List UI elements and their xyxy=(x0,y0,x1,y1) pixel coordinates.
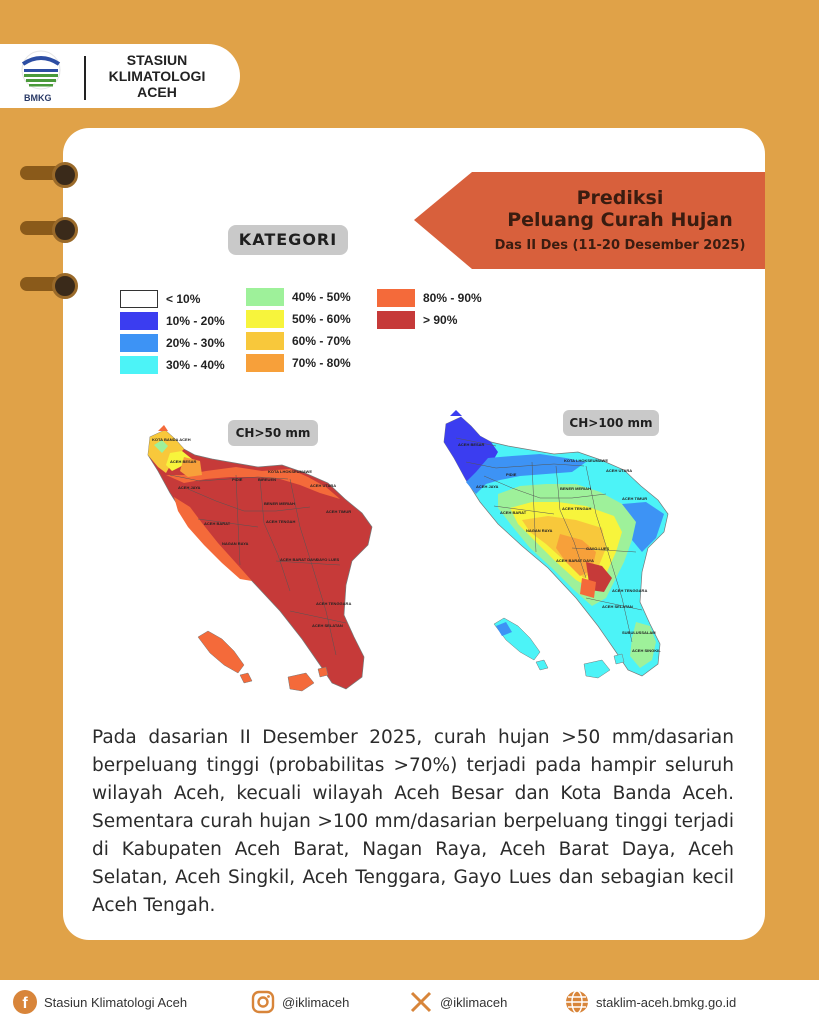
region-label: ACEH TENGAH xyxy=(562,506,592,511)
region-label: BIREUEN xyxy=(258,477,277,482)
region-label: ACEH BESAR xyxy=(170,459,197,464)
station-name xyxy=(92,52,222,100)
region-label: KOTA BANDA ACEH xyxy=(152,437,191,442)
header-divider xyxy=(84,56,86,100)
legend-swatch xyxy=(246,354,284,372)
x-icon xyxy=(408,989,434,1015)
station-line-3: ACEH xyxy=(137,84,177,100)
region-label: ACEH BARAT DAYA xyxy=(280,557,318,562)
binder-ring-3 xyxy=(20,277,76,291)
legend-swatch xyxy=(377,289,415,307)
region-label: BENER MERIAH xyxy=(264,501,295,506)
station-line-2: KLIMATOLOGI xyxy=(108,68,206,84)
banner-line-1: Prediksi xyxy=(576,187,664,209)
banner-line-3: Das II Des (11-20 Desember 2025) xyxy=(494,238,746,253)
region-label: NAGAN RAYA xyxy=(222,541,249,546)
region-label: ACEH UTARA xyxy=(310,483,337,488)
logo-text: BMKG xyxy=(24,93,52,103)
binder-ring-2 xyxy=(20,221,76,235)
region-label: ACEH TIMUR xyxy=(622,496,648,501)
map-label-ch100: CH>100 mm xyxy=(563,410,659,436)
legend-item xyxy=(120,288,225,310)
region-label: ACEH JAYA xyxy=(178,485,201,490)
footer-x[interactable] xyxy=(408,988,507,1016)
region-label: KOTA LHOKSEUMAWE xyxy=(564,458,608,463)
region-label: ACEH TENGGARA xyxy=(612,588,648,593)
legend-label: > 90% xyxy=(423,313,458,327)
legend-item xyxy=(246,286,351,308)
station-line-1: STASIUN xyxy=(126,52,188,68)
legend-title: KATEGORI xyxy=(228,225,348,255)
region-label: SUBULUSSALAM xyxy=(622,630,656,635)
banner-title xyxy=(470,187,770,255)
legend-item xyxy=(120,310,225,332)
legend-label: 20% - 30% xyxy=(166,336,225,350)
legend-column-1 xyxy=(120,288,225,376)
legend-swatch xyxy=(246,288,284,306)
region-label: ACEH UTARA xyxy=(606,468,633,473)
region-label: NAGAN RAYA xyxy=(526,528,553,533)
legend-item xyxy=(120,354,225,376)
region-label: PIDIE xyxy=(232,477,243,482)
region-label: ACEH JAYA xyxy=(476,484,499,489)
region-label: ACEH BARAT xyxy=(500,510,527,515)
region-label: ACEH TIMUR xyxy=(326,509,352,514)
region-label: ACEH TENGAH xyxy=(266,519,296,524)
legend-swatch xyxy=(246,332,284,350)
legend-item xyxy=(246,352,351,374)
map-ch100 xyxy=(436,402,676,687)
legend-label: 10% - 20% xyxy=(166,314,225,328)
region-label: PIDIE xyxy=(506,472,517,477)
legend-swatch xyxy=(377,311,415,329)
instagram-label: @iklimaceh xyxy=(282,994,350,1010)
svg-text:f: f xyxy=(22,995,28,1012)
legend-swatch xyxy=(120,312,158,330)
instagram-icon xyxy=(250,989,276,1015)
legend-label: 80% - 90% xyxy=(423,291,482,305)
legend-label: 50% - 60% xyxy=(292,312,351,326)
legend-column-2 xyxy=(246,286,351,374)
legend-item xyxy=(246,308,351,330)
legend-label: 70% - 80% xyxy=(292,356,351,370)
description-text: Pada dasarian II Desember 2025, curah hujan >50 mm/dasarian berpeluang tinggi (probabilitas >70%) terjadi pada hampir seluruh wilayah Aceh, kecuali wilayah Aceh Besar dan Kota Banda Aceh. Sementara curah hujan >100 mm/dasarian berpeluang tinggi terjadi di Kabupaten Aceh Barat, Nagan Raya, Aceh Barat Daya, Aceh Selatan, Aceh Singkil, Aceh Tenggara, Gayo Lues dan sebagian kecil Aceh Tengah. xyxy=(92,727,734,916)
legend-swatch xyxy=(120,290,158,308)
region-label: ACEH BARAT xyxy=(204,521,231,526)
facebook-label: Stasiun Klimatologi Aceh xyxy=(44,994,188,1010)
legend-item xyxy=(246,330,351,352)
footer-facebook[interactable] xyxy=(12,988,187,1016)
globe-icon xyxy=(564,989,590,1015)
footer-website[interactable] xyxy=(564,988,736,1016)
region-label: ACEH BARAT DAYA xyxy=(556,558,594,563)
region-label: ACEH SELATAN xyxy=(602,604,633,609)
region-label: ACEH SELATAN xyxy=(312,623,343,628)
footer-instagram[interactable] xyxy=(250,988,349,1016)
legend-item xyxy=(377,309,482,331)
legend-label: 40% - 50% xyxy=(292,290,351,304)
region-label: GAYO LUES xyxy=(316,557,340,562)
legend-label: < 10% xyxy=(166,292,201,306)
legend-label: 60% - 70% xyxy=(292,334,351,348)
facebook-icon xyxy=(12,989,38,1015)
legend-column-3 xyxy=(377,287,482,331)
region-label: ACEH SINGKIL xyxy=(632,648,661,653)
legend-label: 30% - 40% xyxy=(166,358,225,372)
region-label: BENER MERIAH xyxy=(560,486,591,491)
region-label: ACEH BESAR xyxy=(458,442,485,447)
map-label-ch50: CH>50 mm xyxy=(228,420,318,446)
legend-swatch xyxy=(246,310,284,328)
website-label: staklim-aceh.bmkg.go.id xyxy=(596,994,737,1010)
banner-line-2: Peluang Curah Hujan xyxy=(507,209,733,231)
region-label: ACEH TENGGARA xyxy=(316,601,352,606)
legend-swatch xyxy=(120,334,158,352)
legend-item xyxy=(120,332,225,354)
x-label: @iklimaceh xyxy=(440,994,508,1010)
region-label: GAYO LUES xyxy=(586,546,610,551)
legend-item xyxy=(377,287,482,309)
region-label: KOTA LHOKSEUMAWE xyxy=(268,469,312,474)
binder-ring-1 xyxy=(20,166,76,180)
legend-swatch xyxy=(120,356,158,374)
map-ch50 xyxy=(140,415,380,700)
